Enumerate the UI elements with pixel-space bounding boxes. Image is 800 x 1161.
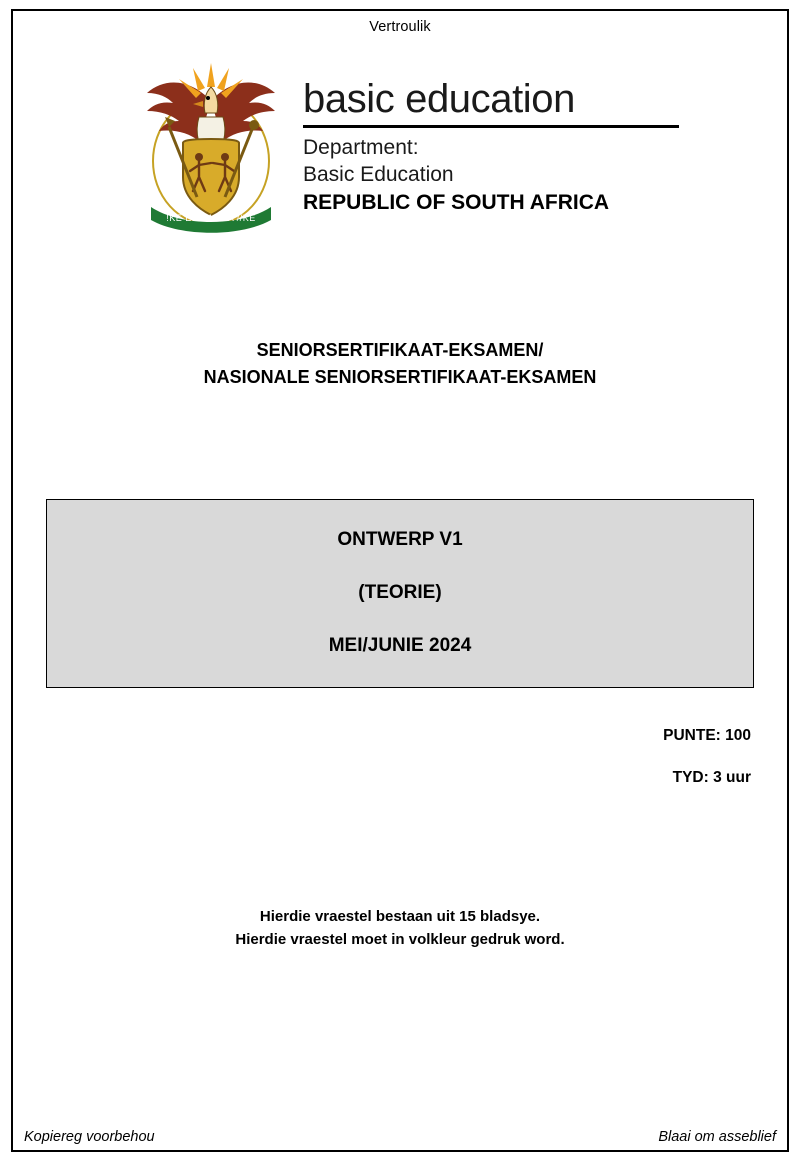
subject-box bbox=[46, 499, 754, 688]
paper-type: (TEORIE) bbox=[358, 582, 442, 603]
exam-heading-line-1: SENIORSERTIFIKAAT-EKSAMEN/ bbox=[256, 340, 544, 360]
coat-of-arms-icon bbox=[135, 57, 287, 237]
republic-line: REPUBLIC OF SOUTH AFRICA bbox=[303, 190, 610, 214]
brand-title: basic education bbox=[303, 77, 575, 121]
exam-duration: TYD: 3 uur bbox=[672, 768, 751, 786]
department-line-1: Department: bbox=[303, 136, 419, 159]
exam-heading-line-2: NASIONALE SENIORSERTIFIKAAT-EKSAMEN bbox=[203, 367, 597, 387]
copyright-note: Kopiereg voorbehou bbox=[24, 1129, 155, 1145]
brand-rule bbox=[303, 125, 679, 128]
letterhead bbox=[13, 57, 787, 237]
department-line-2: Basic Education bbox=[303, 162, 454, 186]
basic-education-wordmark bbox=[303, 57, 679, 216]
pages-note-line-1: Hierdie vraestel bestaan uit 15 bladsye. bbox=[259, 908, 541, 925]
exam-session: MEI/JUNIE 2024 bbox=[328, 635, 472, 656]
page-content bbox=[13, 11, 787, 1150]
confidentiality-label: Vertroulik bbox=[369, 19, 431, 35]
total-marks: PUNTE: 100 bbox=[663, 727, 751, 744]
marks-and-time bbox=[13, 728, 787, 785]
turn-over-note: Blaai om asseblief bbox=[658, 1129, 776, 1145]
subject-name: ONTWERP V1 bbox=[337, 529, 463, 550]
pages-note bbox=[13, 905, 787, 952]
pages-note-line-2: Hierdie vraestel moet in volkleur gedruk word. bbox=[235, 931, 565, 949]
svg-text:!KE E: /XARRA //KE: !KE E: /XARRA //KE bbox=[166, 213, 256, 223]
exam-heading bbox=[13, 337, 787, 391]
page-footer bbox=[24, 1129, 776, 1145]
